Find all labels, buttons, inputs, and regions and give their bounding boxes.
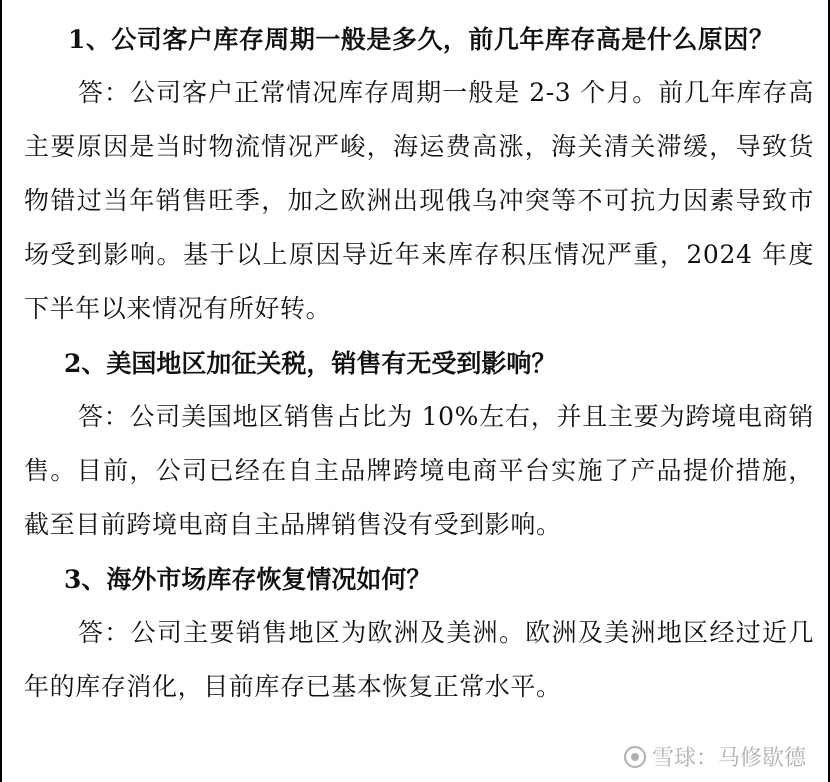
snowball-logo-icon: [624, 746, 646, 768]
question-2: 2、美国地区加征关税，销售有无受到影响？: [64, 349, 557, 378]
question-1: 1、公司客户库存周期一般是多久，前几年库存高是什么原因？: [68, 25, 775, 54]
watermark: [624, 741, 806, 772]
answer-3: 答：公司主要销售地区为欧洲及美洲。欧洲及美洲地区经过近几年的库存消化，目前库存已基本恢复正常水平。: [24, 618, 814, 701]
document-body: [24, 14, 814, 714]
question-3: 3、海外市场库存恢复情况如何？: [64, 565, 432, 594]
watermark-text: 雪球：马修歇德: [651, 746, 806, 771]
answer-1: 答：公司客户正常情况库存周期一般是 2-3 个月。前几年库存高主要原因是当时物流情况严峻，海运费高涨，海关清关滞缓，导致货物错过当年销售旺季，加之欧洲出现俄乌冲突等不可抗力因素导致市场受到影响。基于以上原因导近年来库存积压情况严重，2024 年度下半年以来情况有所好转。: [24, 78, 814, 323]
answer-2: 答：公司美国地区销售占比为 10%左右，并且主要为跨境电商销售。目前，公司已经在自主品牌跨境电商平台实施了产品提价措施，截至目前跨境电商自主品牌销售没有受到影响。: [24, 402, 814, 539]
